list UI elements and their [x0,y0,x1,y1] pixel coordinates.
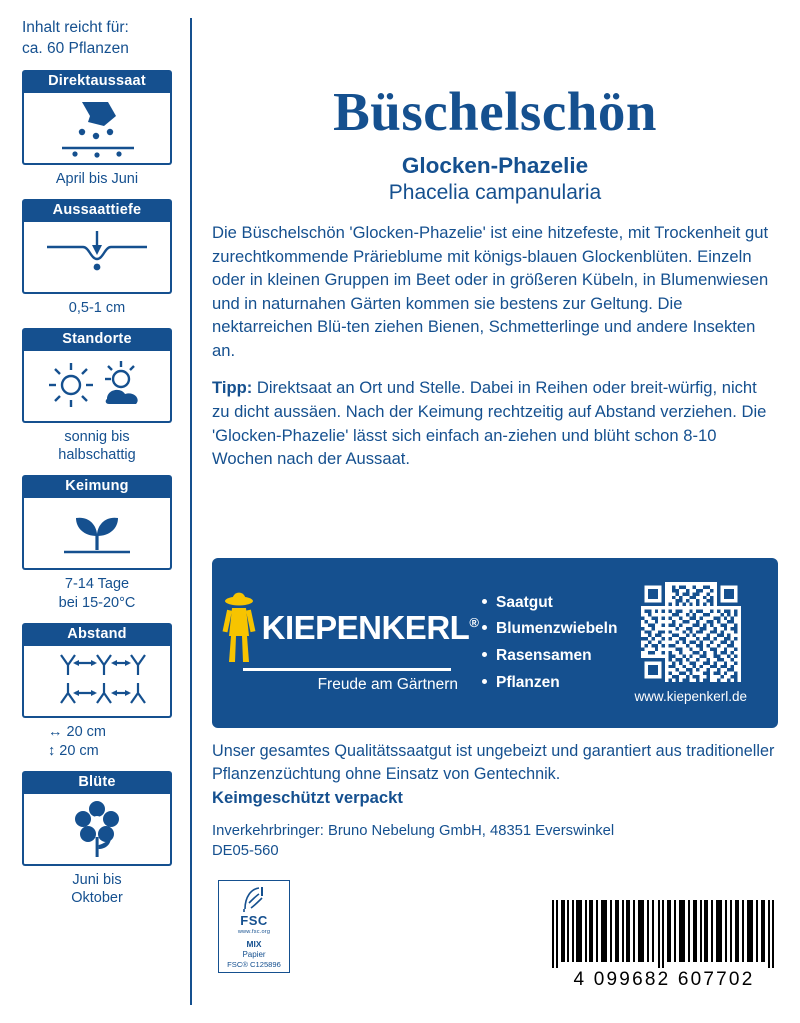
kiepenkerl-farmer-icon [216,592,262,664]
sun-partial-shade-icon [22,351,172,423]
website-url: www.kiepenkerl.de [634,689,747,704]
botanical-name: Phacelia campanularia [388,181,602,204]
info-block-direktaussaat [22,70,172,191]
info-block-bluete [22,771,172,911]
tip-paragraph [212,376,778,470]
fsc-code: FSC® C125896 [227,959,281,969]
brand-slogan: Freude am Gärtnern [317,676,458,693]
reference-code: DE05-560 [212,842,279,859]
info-block-header: Aussaattiefe [22,199,172,222]
quantity-value: ca. 60 Pflanzen [22,39,129,57]
quantity-label: Inhalt reicht für: [22,19,129,36]
brand-panel [212,558,778,728]
product-category-item: Blumenzwiebeln [482,616,617,643]
hand-sowing-icon [22,93,172,165]
fsc-tree-icon [239,885,269,913]
info-block-header: Abstand [22,623,172,646]
info-block-caption [22,570,172,615]
main-content [212,80,778,485]
qr-section [617,582,778,704]
quantity-info [22,18,172,60]
caption-line-1: sonnig bis [64,428,130,445]
tip-text: Direktsaat an Ort und Stelle. Dabei in Reihen oder breit-würfig, nicht zu dicht aussäen. Nach der Keimung rechtzeitig auf Abstand verziehen. Die 'Glocken-Phazelie' lässt sich einfach an-ziehen und blüht schon 8-10 Wochen nach der Aussaat. [212,378,767,469]
distributor-info: Inverkehrbringer: Bruno Nebelung GmbH, 48351 Everswinkel [212,823,615,839]
seedling-icon [22,498,172,570]
fsc-url: www.fsc.org [237,929,271,936]
packaging-note: Keimgeschützt verpackt [212,788,403,807]
info-block-aussaattiefe [22,199,172,320]
info-block-header: Standorte [22,328,172,351]
info-block-header: Blüte [22,771,172,794]
caption-line-2: bei 15-20°C [58,595,136,612]
variety-name: Glocken-Phazelie [401,153,589,178]
caption-line-2: halbschattig [58,447,136,464]
brand-logo [212,592,479,694]
info-block-caption [22,423,172,468]
brand-logo-row [216,592,479,664]
info-block-keimung [22,475,172,615]
caption-line-1: Juni bis [72,871,122,888]
fsc-label [218,880,290,973]
info-block-header: Keimung [22,475,172,498]
caption-line-2: ↕ 20 cm [48,742,99,759]
product-category-item: Saatgut [482,590,617,617]
caption-line-1: 7-14 Tage [64,576,130,593]
info-block-caption [22,866,172,911]
barcode [548,900,780,991]
tip-label: Tipp: [212,378,253,398]
brand-underline [243,668,451,671]
info-block-abstand [22,623,172,763]
quality-statement: Unser gesamtes Qualitätssaatgut ist ungebeizt und garantiert aus traditioneller Pflanzenzüchtung ohne Einsatz von Gentechnik. [212,742,775,783]
caption-line-1: ↔ 20 cm [48,723,107,740]
product-category-item: Pflanzen [482,670,617,697]
brand-name: KIEPENKERL® [261,609,479,646]
column-divider [190,18,192,1005]
barcode-number: 4 099682 607702 [573,969,755,990]
footer-text [212,740,782,862]
sowing-depth-icon [22,222,172,294]
info-block-caption [22,718,172,763]
fsc-mix: MIX [246,939,262,950]
fsc-material: Papier [242,949,266,959]
info-block-header: Direktaussaat [22,70,172,93]
product-category-item: Rasensamen [482,643,617,670]
page-title: Büschelschön [333,81,657,142]
info-sidebar [22,18,172,918]
info-block-standorte [22,328,172,468]
fsc-text: FSC [240,913,268,928]
plant-spacing-icon [22,646,172,718]
flower-icon [22,794,172,866]
info-block-caption: April bis Juni [55,170,139,187]
description-text: Die Büschelschön 'Glocken-Phazelie' ist eine hitzefeste, mit Trockenheit gut zurechtkommende Prärieblume mit königs-blauen Glockenblüten. Einzeln oder in kleinen Gruppen im Beet oder in größeren Kübeln, in Blumenwiesen und in naturnahen Gärten kommen sie bestens zur Geltung. Die nektarreichen Blü-ten ziehen Bienen, Schmetterlinge und andere Insekten an. [212,223,769,360]
caption-line-2: Oktober [71,890,123,907]
registered-mark: ® [469,615,479,630]
barcode-bars-icon [548,900,780,968]
info-block-caption: 0,5-1 cm [68,299,126,316]
qr-code-icon [641,582,741,682]
product-categories [462,590,617,697]
